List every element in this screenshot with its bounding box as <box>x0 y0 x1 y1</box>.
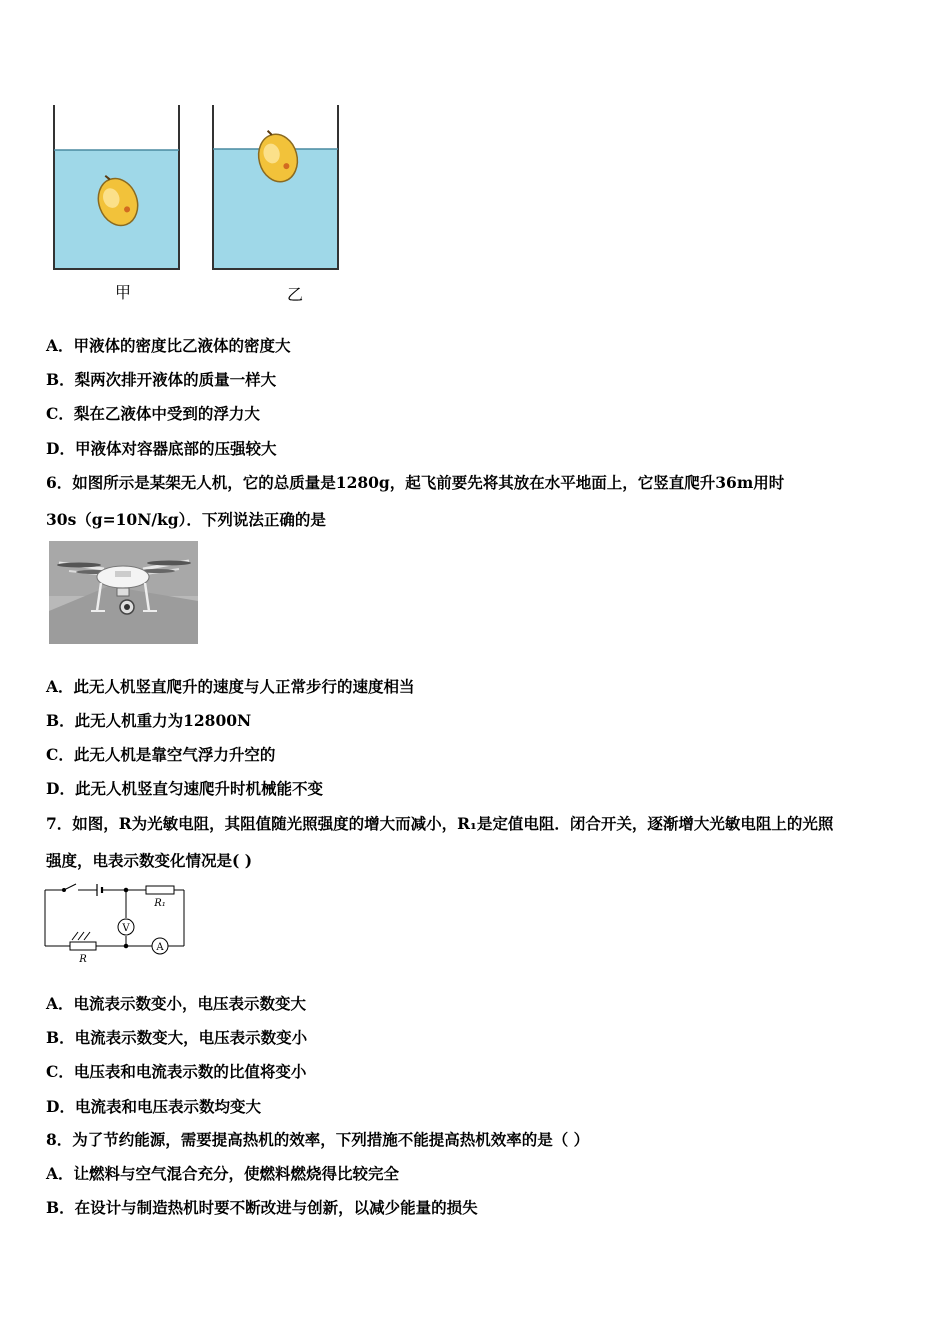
q8-stem: 8．为了节约能源，需要提高热机的效率，下列措施不能提高热机效率的是（ ） <box>46 1130 590 1149</box>
q7-stem-line2: 强度，电表示数变化情况是( ) <box>46 851 253 870</box>
q5-option-c: C．梨在乙液体中受到的浮力大 <box>46 404 260 423</box>
circuit-r-label: R <box>79 954 87 965</box>
q7-option-a: A．电流表示数变小，电压表示数变大 <box>46 994 307 1013</box>
circuit-r1-label: R₁ <box>154 898 166 909</box>
q6-stem-line1: 6．如图所示是某架无人机，它的总质量是1280g，起飞前要先将其放在水平地面上，它竖直爬升36m用时 <box>46 473 785 492</box>
label-jia: 甲 <box>115 283 132 302</box>
q7-stem-line1: 7．如图，R为光敏电阻，其阻值随光照强度的增大而减小，R₁是定值电阻．闭合开关，逐渐增大光敏电阻上的光照 <box>46 814 834 833</box>
q5-option-a: A．甲液体的密度比乙液体的密度大 <box>46 336 291 355</box>
circuit-diagram <box>42 880 192 966</box>
q7-option-b: B．电流表示数变大，电压表示数变小 <box>46 1028 308 1047</box>
q6-option-d: D．此无人机竖直匀速爬升时机械能不变 <box>46 779 323 798</box>
label-yi: 乙 <box>287 285 304 304</box>
q6-option-a: A．此无人机竖直爬升的速度与人正常步行的速度相当 <box>46 677 415 696</box>
beaker-figure <box>50 100 350 275</box>
q6-stem-line2: 30s（g=10N/kg）．下列说法正确的是 <box>46 510 326 529</box>
q5-option-d: D．甲液体对容器底部的压强较大 <box>46 439 277 458</box>
q8-option-b: B．在设计与制造热机时要不断改进与创新，以减少能量的损失 <box>46 1198 478 1217</box>
q7-option-d: D．电流表和电压表示数均变大 <box>46 1097 261 1116</box>
q8-option-a: A．让燃料与空气混合充分，使燃料燃烧得比较完全 <box>46 1164 400 1183</box>
q7-option-c: C．电压表和电流表示数的比值将变小 <box>46 1062 307 1081</box>
q5-option-b: B．梨两次排开液体的质量一样大 <box>46 370 277 389</box>
q6-option-b: B．此无人机重力为12800N <box>46 711 252 730</box>
circuit-ammeter-label: A <box>156 942 164 953</box>
q6-option-c: C．此无人机是靠空气浮力升空的 <box>46 745 276 764</box>
drone-image <box>49 541 198 644</box>
circuit-voltmeter-label: V <box>122 923 130 934</box>
